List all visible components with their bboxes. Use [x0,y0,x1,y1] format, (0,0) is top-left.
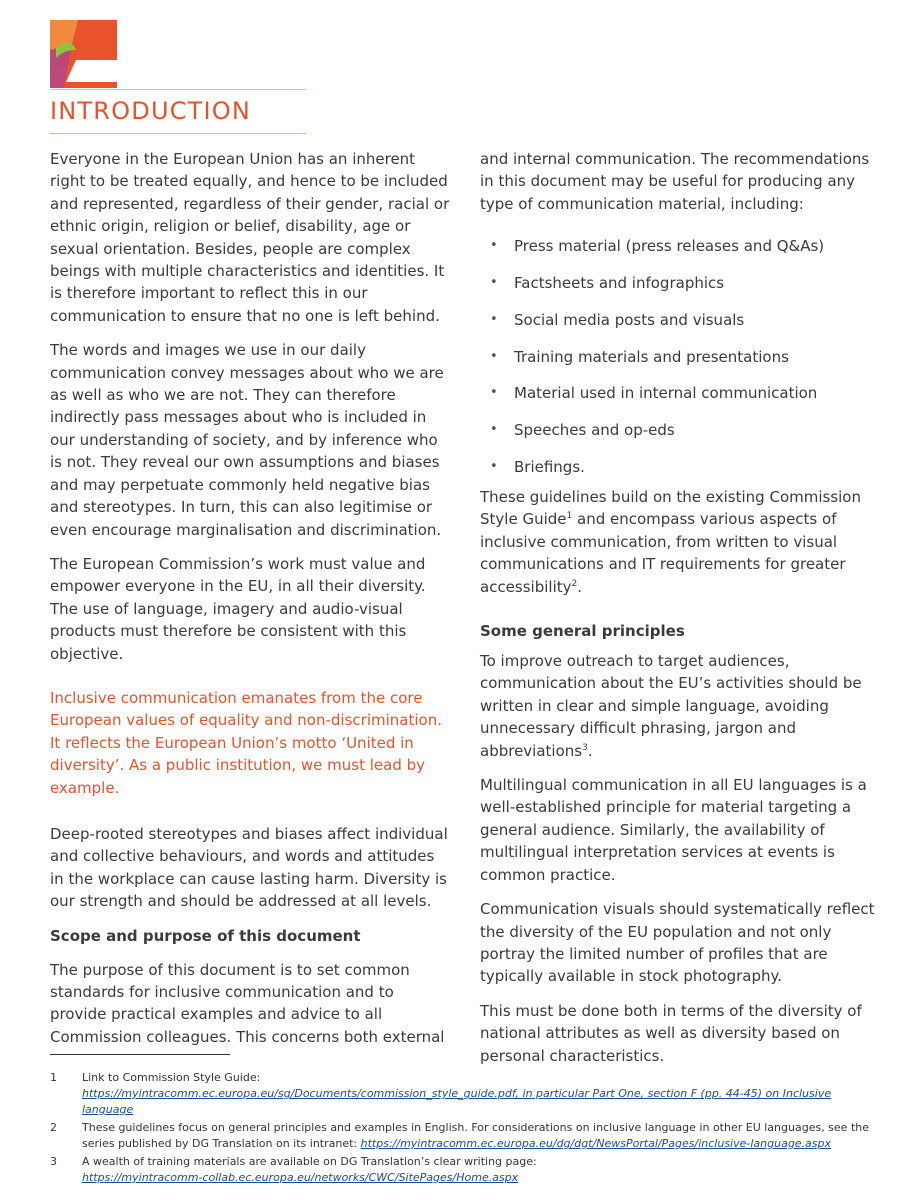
paragraph: Everyone in the European Union has an inherent right to be treated equally, and hence to be included and represented, regardless of their gender, racial or ethnic origin, religion or belief, disability, age or sexual orientation. Besides, people are complex beings with multiple characteristics and identities. It is therefore important to reflect this in our communication to ensure that no one is left behind. [50,150,450,325]
footnote-ref[interactable]: 3 [582,742,588,753]
bullet-icon: • [490,238,498,254]
bullet-icon: • [490,385,498,401]
paragraph: Deep-rooted stereotypes and biases affect individual and collective behaviours, and words and attitudes in the workplace can cause lasting harm. Diversity is our strength and should be addressed at all levels. [50,824,448,911]
footnote-text: These guidelines focus on general principles and examples in English. For considerations on inclusive language in other EU languages, see the series published by DG Translation on its intranet: [82,1121,869,1150]
footnote-divider [50,1054,230,1055]
bullet-list [480,235,880,478]
bullet-icon: • [490,348,498,364]
right-column [480,148,880,1079]
footnote-text: A wealth of training materials are available on DG Translation’s clear writing page: [82,1155,537,1168]
footnotes [50,1070,880,1188]
paragraph: To improve outreach to target audiences, communication about the EU’s activities should be written in clear and simple language, avoiding unnecessary difficult phrasing, jargon and abbreviations$^3$. [480,652,862,760]
list-item: • Social media posts and visuals [490,310,745,329]
list-item: • Training materials and presentations [490,347,789,366]
footnote [50,1120,880,1152]
paragraph: The European Commission’s work must value and empower everyone in the EU, in all their diversity. The use of language, imagery and audio-visual products must therefore be consistent with this objective. [50,554,426,663]
section-heading-principles: Some general principles [480,622,685,641]
footnote-number: 1 [50,1071,57,1084]
section-heading-scope: Scope and purpose of this document [50,926,361,945]
highlight-quote: Inclusive communication emanates from the core European values of equality and non-discrimination. It reflects the European Union’s motto ‘United in diversity’. As a public institution, we must lead by example. [50,688,442,797]
list-item: • Press material (press releases and Q&As) [490,237,825,256]
footnote-link[interactable]: https://myintracomm.ec.europa.eu/dg/dgt/NewsPortal/Pages/inclusive-language.aspx [360,1137,832,1150]
list-item: • Factsheets and infographics [490,274,725,293]
paragraph: Communication visuals should systematically reflect the diversity of the EU population and not only portray the limited number of profiles that are typically available in stock photography. [480,900,875,986]
paragraph: The purpose of this document is to set common standards for inclusive communication and to provide practical examples and advice to all Commission colleagues. This concerns both external [50,960,445,1046]
footnote-link[interactable]: https://myintracomm.ec.europa.eu/sg/Documents/commission_style_guide.pdf, in particular Part One, section F (pp. 44-45) on Inclusive language [82,1087,832,1116]
bullet-icon: • [490,459,498,474]
bullet-icon: • [490,422,498,438]
footnote-text: Link to Commission Style Guide: [82,1071,261,1084]
list-item: • Material used in internal communication [490,384,818,403]
list-item: • Speeches and op-eds [490,421,675,440]
footnote-number: 3 [50,1155,57,1168]
footnote-ref[interactable]: 2 [571,578,578,589]
bullet-icon: • [490,275,498,291]
document-logo-icon [50,20,117,88]
footnote [50,1070,880,1118]
footnote-link[interactable]: https://myintracomm-collab.ec.europa.eu/networks/CWC/SitePages/Home.aspx [82,1171,519,1184]
paragraph: This must be done both in terms of the diversity of national attributes as well as diversity based on personal characteristics. [480,1001,862,1065]
paragraph: and internal communication. The recommendations in this document may be useful for producing any type of communication material, including: [480,150,870,213]
footnote-ref[interactable]: 1 [566,511,573,522]
title-rule-top [50,89,306,90]
left-column [50,148,450,1060]
paragraph: The words and images we use in our daily communication convey messages about who we are as well as who we are not. They can therefore indirectly pass messages about who is included in our understanding of society, and by inference who is not. They reveal our own assumptions and biases and may perpetuate commonly held negative bias and stereotypes. In turn, this can also legitimise or even encourage marginalisation and discrimination. [50,341,444,539]
list-item: • Briefings. [490,458,585,476]
bullet-icon: • [490,311,498,327]
page-title: INTRODUCTION [50,97,252,125]
title-rule-bottom [50,133,306,134]
footnote-number: 2 [50,1121,57,1134]
paragraph: Multilingual communication in all EU languages is a well-established principle for material targeting a general audience. Similarly, the availability of multilingual interpretation services at events is common practice. [480,776,867,884]
footnote [50,1154,880,1186]
paragraph: These guidelines build on the existing Commission Style Guide$^1$ and encompass various aspects of inclusive communication, from written to visual communications and IT requirements for greater accessibility$^2$. [480,488,861,596]
